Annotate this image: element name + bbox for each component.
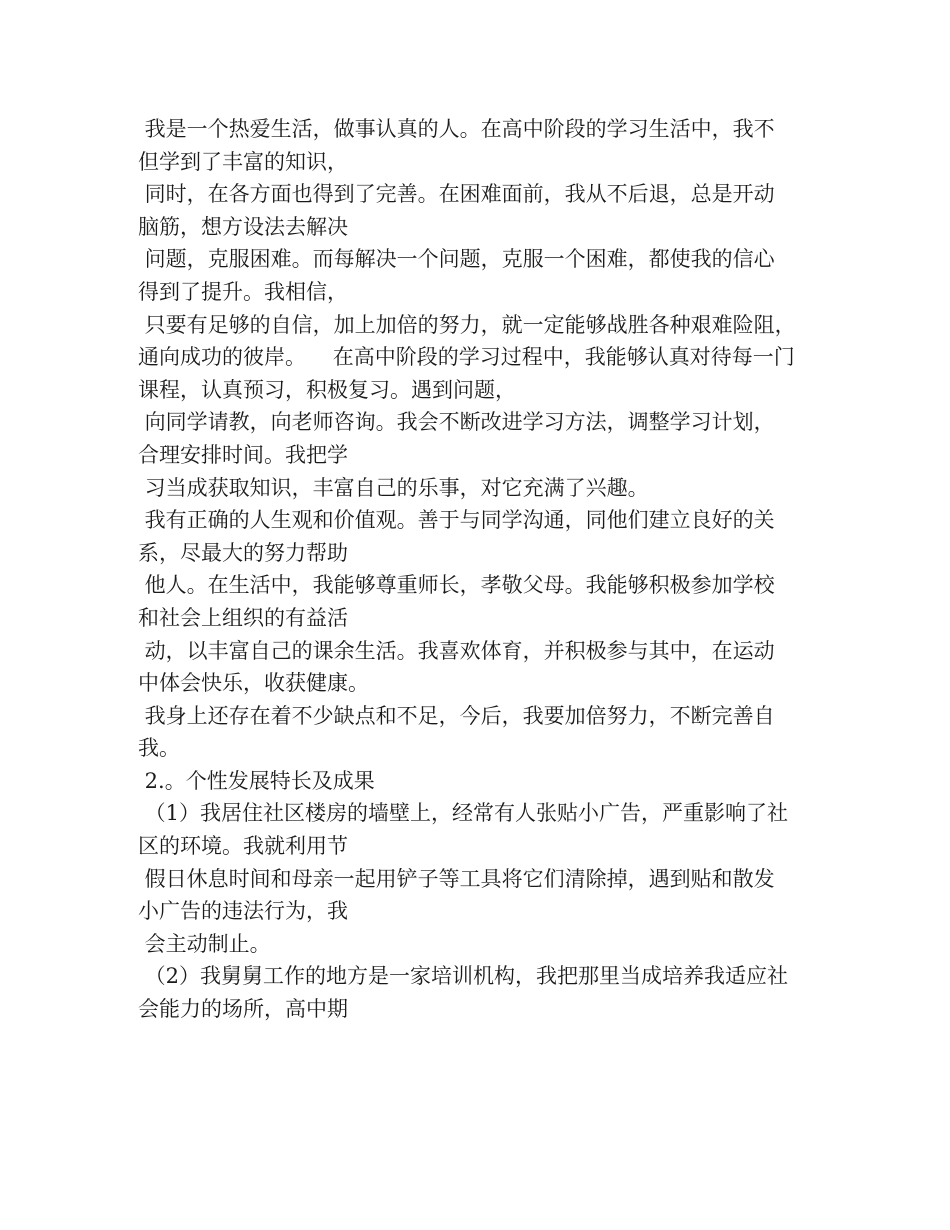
- text-line: 我。: [138, 736, 180, 761]
- text-line: 我有正确的人生观和价值观。善于与同学沟通，同他们建立良好的关: [138, 508, 775, 533]
- text-line: 得到了提升。我相信，: [138, 279, 348, 304]
- text-line: 脑筋，想方设法去解决: [138, 214, 348, 239]
- text-line: 假日休息时间和母亲一起用铲子等工具将它们清除掉，遇到贴和散发: [138, 866, 775, 891]
- text-line: 区的环境。我就利用节: [138, 834, 348, 859]
- text-line: 同时，在各方面也得到了完善。在困难面前，我从不后退，总是开动: [138, 182, 775, 207]
- text-line: 但学到了丰富的知识，: [138, 149, 348, 174]
- section-heading: 2.。个性发展特长及成果: [138, 768, 375, 793]
- text-line: 我是一个热爱生活，做事认真的人。在高中阶段的学习生活中，我不: [138, 117, 775, 141]
- text-line: 会主动制止。: [138, 931, 271, 956]
- text-line: （1）我居住社区楼房的墙壁上，经常有人张贴小广告，严重影响了社: [138, 801, 789, 826]
- text-line: 中体会快乐，收获健康。: [138, 671, 369, 696]
- document-body: [138, 113, 828, 1026]
- text-line: 问题，克服困难。而每解决一个问题，克服一个困难，都使我的信心: [138, 247, 775, 272]
- text-line: 系，尽最大的努力帮助: [138, 540, 348, 565]
- text-line: 小广告的违法行为，我: [138, 899, 348, 924]
- text-line: 通向成功的彼岸。 在高中阶段的学习过程中，我能够认真对待每一门: [138, 345, 795, 370]
- text-line: 合理安排时间。我把学: [138, 442, 348, 467]
- text-line: 我身上还存在着不少缺点和不足，今后，我要加倍努力，不断完善自: [138, 703, 775, 728]
- text-line: 向同学请教，向老师咨询。我会不断改进学习方法，调整学习计划，: [138, 410, 775, 435]
- text-line: 和社会上组织的有益活: [138, 605, 348, 630]
- text-line: （2）我舅舅工作的地方是一家培训机构，我把那里当成培养我适应社: [138, 964, 789, 989]
- text-line: 习当成获取知识，丰富自己的乐事，对它充满了兴趣。: [138, 475, 649, 500]
- text-line: 会能力的场所，高中期: [138, 997, 348, 1022]
- text-line: 动，以丰富自己的课余生活。我喜欢体育，并积极参与其中，在运动: [138, 638, 775, 663]
- text-line: 课程，认真预习，积极复习。遇到问题，: [138, 377, 516, 402]
- text-line: 只要有足够的自信，加上加倍的努力，就一定能够战胜各种艰难险阻，: [138, 312, 796, 337]
- text-line: 他人。在生活中，我能够尊重师长，孝敬父母。我能够积极参加学校: [138, 573, 775, 598]
